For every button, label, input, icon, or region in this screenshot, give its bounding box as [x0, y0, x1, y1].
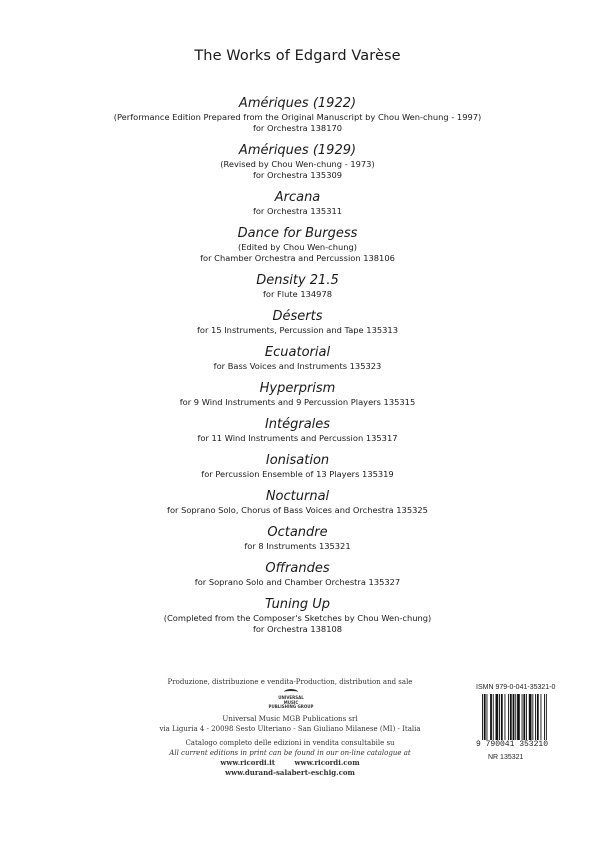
work-note: (Revised by Chou Wen-chung - 1973) [220, 159, 375, 169]
works-list [0, 96, 595, 644]
logo-text-1: UNIVERSAL [278, 695, 304, 700]
work-scoring: for Chamber Orchestra and Percussion 138106 [200, 253, 395, 263]
work-scoring: for Percussion Ensemble of 13 Players 135319 [201, 469, 394, 479]
barcode-bar [482, 694, 483, 740]
barcode-bar [484, 694, 486, 740]
website-link-ricordi-com[interactable]: www.ricordi.com [294, 758, 360, 767]
ismn-number: ISMN 979-0-041-35321-0 [476, 684, 556, 691]
work-title: Ionisation [265, 453, 330, 468]
work-note: (Performance Edition Prepared from the Original Manuscript by Chou Wen-chung - 1997) [113, 112, 482, 122]
website-link-durand[interactable]: www.durand-salabert-eschig.com [225, 768, 355, 777]
work-title: Offrandes [265, 561, 330, 576]
work-entry [0, 525, 595, 552]
barcode-bar [501, 694, 503, 740]
page-title: The Works of Edgard Varèse [194, 48, 401, 64]
catalogue-note-it: Catalogo completo delle edizioni in vendita consultabile su [185, 739, 395, 747]
work-entry [0, 381, 595, 408]
work-title: Octandre [267, 525, 328, 540]
logo-text-2: MUSIC [283, 699, 299, 705]
barcode-bar [535, 694, 536, 740]
barcode-bar [510, 694, 512, 740]
work-title: Density 21.5 [256, 273, 339, 288]
work-scoring: for Flute 134978 [262, 289, 333, 299]
work-entry [0, 561, 595, 588]
barcode-bar [490, 694, 492, 740]
work-entry [0, 345, 595, 372]
production-line: Produzione, distribuzione e vendita-Production, distribution and sale [167, 678, 413, 686]
work-scoring: for Orchestra 138170 [252, 123, 343, 133]
work-title: Intégrales [264, 417, 331, 432]
work-scoring: for Orchestra 138108 [252, 624, 343, 634]
catalogue-note-en: All current editions in print can be found in our on-line catalogue at [169, 749, 411, 757]
barcode-bar [493, 694, 494, 740]
work-note: (Edited by Chou Wen-chung) [237, 242, 358, 252]
barcode-bar [529, 694, 532, 740]
work-entry [0, 143, 595, 181]
barcode-bar [537, 694, 539, 740]
barcode [476, 694, 576, 748]
work-entry [0, 489, 595, 516]
publisher-name: Universal Music MGB Publications srl [222, 715, 358, 723]
work-entry [0, 597, 595, 635]
work-title: Arcana [274, 190, 321, 205]
barcode-bar [532, 694, 533, 740]
barcode-bar [499, 694, 500, 740]
barcode-bar [508, 694, 509, 740]
catalogue-number: NR 135321 [488, 754, 524, 761]
work-scoring: for Soprano Solo and Chamber Orchestra 135327 [194, 577, 401, 587]
barcode-bar [513, 694, 515, 740]
barcode-bar [496, 694, 499, 740]
work-title: Amériques (1922) [238, 96, 357, 111]
work-scoring: for Soprano Solo, Chorus of Bass Voices and Orchestra 135325 [167, 505, 428, 515]
work-entry [0, 226, 595, 264]
work-title: Ecuatorial [264, 345, 331, 360]
work-note: (Completed from the Composer's Sketches by Chou Wen-chung) [163, 613, 432, 623]
work-title: Tuning Up [264, 597, 331, 612]
barcode-bar [546, 694, 547, 740]
work-title: Dance for Burgess [237, 226, 358, 241]
website-link-ricordi-it[interactable]: www.ricordi.it [220, 758, 276, 767]
work-scoring: for 11 Wind Instruments and Percussion 135317 [197, 433, 398, 443]
work-title: Déserts [272, 309, 323, 324]
link-separator [277, 758, 292, 767]
work-entry [0, 453, 595, 480]
barcode-bar [522, 694, 523, 740]
work-entry [0, 417, 595, 444]
barcode-bar [487, 694, 488, 740]
work-scoring: for 15 Instruments, Percussion and Tape 135313 [197, 325, 398, 335]
work-entry [0, 309, 595, 336]
work-title: Nocturnal [265, 489, 330, 504]
work-title: Hyperprism [259, 381, 336, 396]
work-scoring: for Orchestra 135311 [252, 206, 343, 216]
barcode-bar [517, 694, 520, 740]
work-scoring: for Orchestra 135309 [252, 170, 343, 180]
barcode-bar [505, 694, 506, 740]
work-entry [0, 190, 595, 217]
barcode-bar [544, 694, 545, 740]
barcode-bar [523, 694, 525, 740]
publisher-info [100, 714, 480, 778]
website-links [100, 758, 480, 768]
barcode-bar [541, 694, 542, 740]
logo-text-3: PUBLISHING GROUP [268, 704, 314, 709]
work-scoring: for Bass Voices and Instruments 135323 [213, 361, 382, 371]
barcode-block [476, 684, 586, 761]
barcode-digits: 9 790041 353210 [476, 740, 549, 749]
work-entry [0, 273, 595, 300]
barcode-bar [526, 694, 527, 740]
universal-music-logo [266, 689, 316, 710]
publisher-address: via Liguria 4 - 20098 Sesto Ulteriano - San Giuliano Milanese (MI) - Italia [159, 725, 421, 733]
work-entry [0, 96, 595, 134]
work-scoring: for 8 Instruments 135321 [244, 541, 351, 551]
barcode-bar [515, 694, 516, 740]
work-title: Amériques (1929) [238, 143, 357, 158]
work-scoring: for 9 Wind Instruments and 9 Percussion Players 135315 [179, 397, 416, 407]
